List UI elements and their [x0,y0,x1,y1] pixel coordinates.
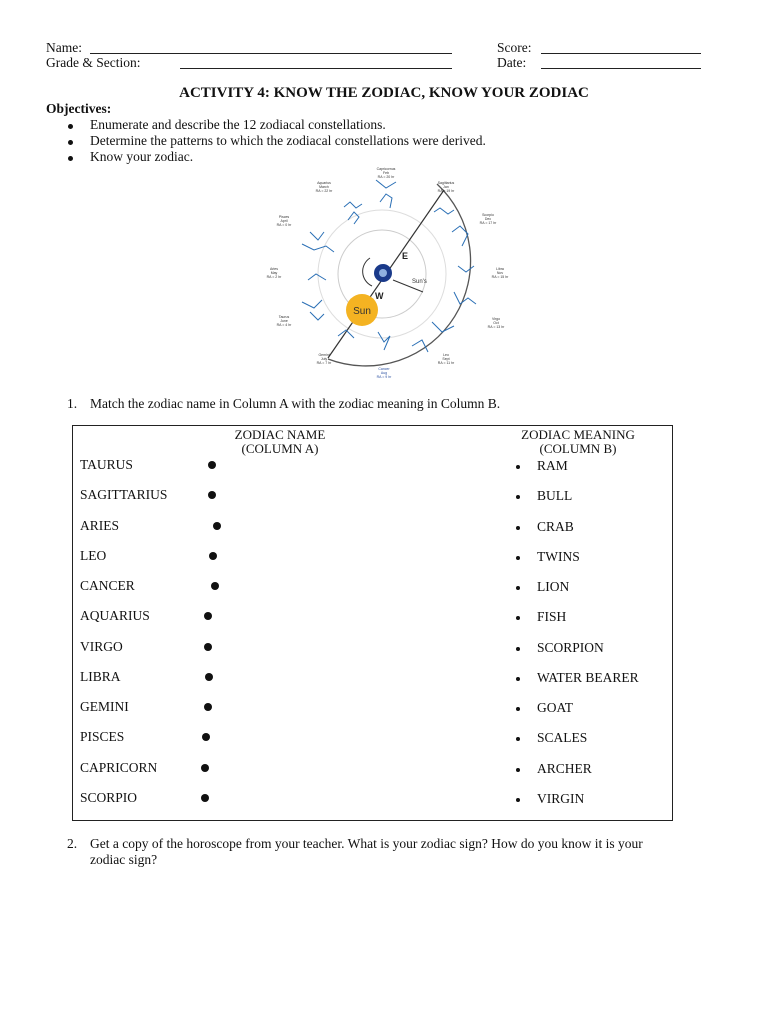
svg-text:Pisces: Pisces [278,215,290,219]
svg-text:Gemini: Gemini [318,353,330,357]
svg-text:July: July [320,357,328,361]
question-1-text: Match the zodiac name in Column A with the zodiac meaning in Column B. [90,396,501,411]
svg-text:RA = 4 hr: RA = 4 hr [276,323,292,327]
match-point-b[interactable] [516,526,520,530]
grade-section-label: Grade & Section: [46,55,141,70]
date-label: Date: [497,55,527,70]
svg-text:Aquarius: Aquarius [317,181,331,185]
svg-text:Scorpio: Scorpio [482,213,494,217]
match-point-b[interactable] [516,798,520,802]
svg-text:June: June [280,319,288,323]
svg-text:RA = 7 hr: RA = 7 hr [316,361,332,365]
activity-title: ACTIVITY 4: KNOW THE ZODIAC, KNOW YOUR ZODIAC [179,85,589,101]
bullet [68,156,73,161]
match-point-a[interactable] [205,673,213,681]
svg-text:Leo: Leo [443,353,449,357]
match-point-a[interactable] [208,461,216,469]
column-a-item: CAPRICORN [80,759,158,775]
zodiac-constellation-diagram [262,162,510,380]
match-point-a[interactable] [211,582,219,590]
match-point-a[interactable] [213,522,221,530]
svg-text:Sagittarius: Sagittarius [437,181,455,185]
svg-text:Taurus: Taurus [278,315,290,319]
svg-text:Capricornus: Capricornus [376,167,396,171]
match-point-a[interactable] [204,703,212,711]
column-b-item: BULL [537,488,573,504]
score-field[interactable] [541,53,701,54]
column-a-heading: ZODIAC NAME (COLUMN A) [234,427,326,456]
match-point-b[interactable] [516,677,520,681]
question-number: 1. [67,396,78,411]
svg-text:RA = 9 hr: RA = 9 hr [376,375,392,379]
svg-text:May: May [270,271,278,275]
match-point-b[interactable] [516,586,520,590]
column-a-item: LEO [80,547,107,563]
svg-text:Aries: Aries [270,267,278,271]
svg-text:RA = 2 hr: RA = 2 hr [266,275,282,279]
match-point-a[interactable] [201,794,209,802]
svg-text:RA = 20 hr: RA = 20 hr [377,175,395,179]
column-a-item: SAGITTARIUS [80,487,168,503]
ecliptic-arc [328,184,471,366]
svg-text:Oct: Oct [493,321,499,325]
svg-text:Virgo: Virgo [491,317,501,321]
column-b-item: SCALES [537,730,588,746]
objective-item: Determine the patterns to which the zodiacal constellations were derived. [90,133,486,148]
objectives-heading: Objectives: [46,101,112,116]
match-point-b[interactable] [516,647,520,651]
svg-text:March: March [319,185,329,189]
column-b-item: VIRGIN [537,790,585,806]
east-label: E [402,251,409,261]
svg-text:RA = 19 hr: RA = 19 hr [437,189,455,193]
column-b-item: TWINS [537,548,580,564]
grade-section-field[interactable] [180,68,452,69]
objective-item: Enumerate and describe the 12 zodiacal constellations. [90,117,386,132]
west-label: W [375,291,384,301]
match-point-b[interactable] [516,556,520,560]
match-point-b[interactable] [516,465,520,469]
score-label: Score: [497,40,532,55]
column-b-item: RAM [537,458,568,473]
column-a-item: VIRGO [80,638,123,654]
column-a-item: AQUARIUS [80,608,150,624]
question-2-text: Get a copy of the horoscope from your teacher. What is your zodiac sign? How do you know it is your zodiac sign? [90,836,643,867]
svg-text:RA = 13 hr: RA = 13 hr [487,325,505,329]
svg-text:Cancer: Cancer [378,367,390,371]
column-a-item: ARIES [80,517,120,533]
svg-text:RA = 17 hr: RA = 17 hr [479,221,497,225]
name-label: Name: [46,40,82,55]
date-field[interactable] [541,68,701,69]
bullet [68,140,73,145]
match-point-a[interactable] [204,643,212,651]
direction-label: Sun's [412,279,427,285]
svg-text:RA = 22 hr: RA = 22 hr [315,189,333,193]
name-field[interactable] [90,53,452,54]
rotation-arrow [363,258,372,286]
match-point-b[interactable] [516,768,520,772]
svg-text:Feb: Feb [382,171,390,175]
column-a-item: LIBRA [80,668,121,684]
svg-text:Jan: Jan [443,185,449,189]
svg-text:Aug: Aug [380,371,388,375]
column-b-item: WATER BEARER [537,669,639,685]
question-number: 2. [67,836,78,851]
column-a-item: CANCER [80,578,135,593]
column-a-item: SCORPIO [80,789,138,805]
constellation-patterns [302,180,476,352]
sun-label: Sun [353,306,371,317]
svg-text:RA = 15 hr: RA = 15 hr [491,275,509,279]
svg-text:Sept: Sept [442,357,450,361]
column-b-item: CRAB [537,518,574,534]
match-point-a[interactable] [209,552,217,560]
column-a-item: PISCES [80,729,125,745]
bullet [68,124,73,129]
match-point-b[interactable] [516,707,520,711]
objective-item: Know your zodiac. [90,149,194,164]
svg-text:RA = 0 hr: RA = 0 hr [276,223,292,227]
svg-text:Nov: Nov [496,271,504,275]
svg-text:Dec: Dec [484,217,492,221]
svg-text:Libra: Libra [496,267,504,271]
column-b-item: LION [537,579,570,594]
match-point-a[interactable] [201,764,209,772]
column-b-item: GOAT [537,700,573,715]
column-a-item: GEMINI [80,699,129,714]
svg-text:April: April [280,219,288,223]
column-b-item: ARCHER [537,760,592,776]
column-b-item: SCORPION [537,639,604,655]
column-a-item: TAURUS [80,457,133,472]
svg-text:RA = 11 hr: RA = 11 hr [437,361,455,365]
column-b-heading: ZODIAC MEANING (COLUMN B) [521,427,635,456]
column-b-item: FISH [537,609,567,625]
